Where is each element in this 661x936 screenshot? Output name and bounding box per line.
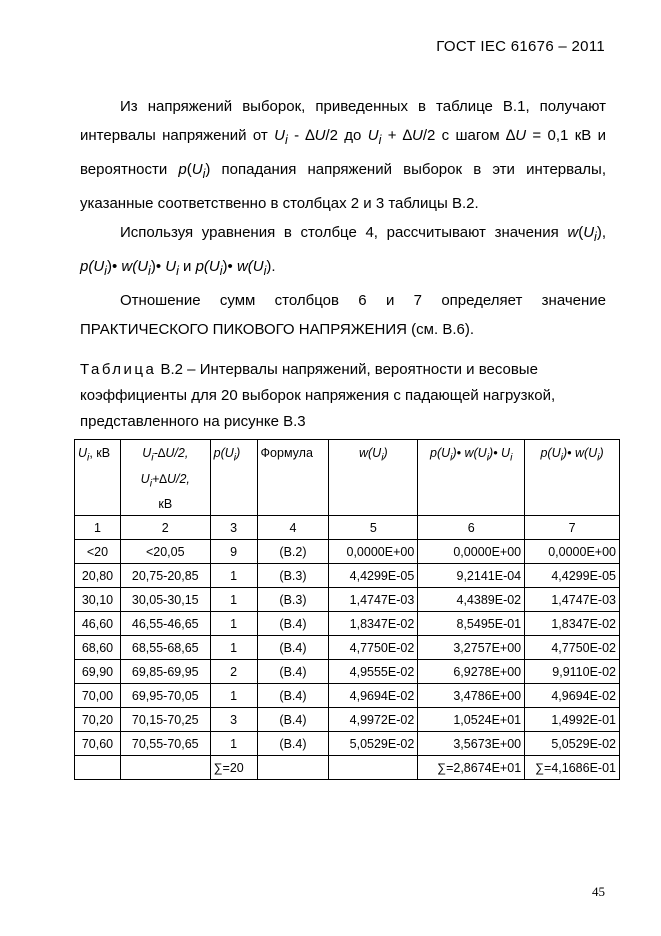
total-pwu: ∑=2,8674E+01 [418, 756, 525, 780]
cell-pw: 4,7750E-02 [525, 636, 620, 660]
cell-interval: 69,95-70,05 [120, 684, 210, 708]
cell-probability: 9 [210, 540, 257, 564]
cell-voltage: 70,60 [75, 732, 121, 756]
cell-formula: (B.4) [257, 612, 329, 636]
cell-formula: (B.4) [257, 684, 329, 708]
cell-voltage: 30,10 [75, 588, 121, 612]
table-row [75, 612, 620, 636]
cell-pw: 4,4299E-05 [525, 564, 620, 588]
paragraph-intervals: Из напряжений выборок, приведенных в таблице В.1, получают интервалы напряжений от $U_i - \Delta U/2$ до $U_i + \Delta U/2$ с шагом ∆U = 0,1 кВ и вероятности $p(U_i)$ попадания напряжений выборок в эти интервалы, указанные соответственно в столбцах 2 и 3 таблицы В.2. [80, 98, 606, 212]
cell-pwu: 3,5673E+00 [418, 732, 525, 756]
column-number: 5 [329, 516, 418, 540]
table-row [75, 732, 620, 756]
cell-formula: (B.4) [257, 732, 329, 756]
cell-weight: 1,8347E-02 [329, 612, 418, 636]
cell-voltage: 70,20 [75, 708, 121, 732]
cell-probability: 1 [210, 684, 257, 708]
cell-pwu: 6,9278E+00 [418, 660, 525, 684]
table-row [75, 660, 620, 684]
paragraph-ratio-line2: ПРАКТИЧЕСКОГО ПИКОВОГО НАПРЯЖЕНИЯ (см. В.6). [80, 321, 474, 338]
cell-pw: 9,9110E-02 [525, 660, 620, 684]
column-number: 4 [257, 516, 329, 540]
body-text [80, 92, 606, 344]
cell-pwu: 0,0000E+00 [418, 540, 525, 564]
cell-pwu: 1,0524E+01 [418, 708, 525, 732]
cell-voltage: 69,90 [75, 660, 121, 684]
cell-empty [75, 756, 121, 780]
cell-pw: 1,4747E-03 [525, 588, 620, 612]
column-number: 1 [75, 516, 121, 540]
table-header-row [75, 440, 620, 516]
cell-probability: 1 [210, 564, 257, 588]
cell-voltage: 70,00 [75, 684, 121, 708]
document-header: ГОСТ IEC 61676 – 2011 [436, 38, 605, 55]
cell-voltage: 68,60 [75, 636, 121, 660]
cell-formula: (B.2) [257, 540, 329, 564]
cell-weight: 1,4747E-03 [329, 588, 418, 612]
column-number-row [75, 516, 620, 540]
cell-interval: 46,55-46,65 [120, 612, 210, 636]
cell-probability: 1 [210, 732, 257, 756]
cell-weight: 4,4299E-05 [329, 564, 418, 588]
cell-voltage: 46,60 [75, 612, 121, 636]
cell-pwu: 4,4389E-02 [418, 588, 525, 612]
paragraph-equations: Используя уравнения в столбце 4, рассчитывают значения $w(U_i)$, $p(U_i)•$ $w(U_i)•$ $U_i$ и $p(U_i)•$ $w(U_i)$. [80, 224, 606, 278]
column-number: 7 [525, 516, 620, 540]
cell-interval: 70,55-70,65 [120, 732, 210, 756]
total-pw: ∑=4,1686E-01 [525, 756, 620, 780]
totals-row [75, 756, 620, 780]
cell-interval: 69,85-69,95 [120, 660, 210, 684]
cell-weight: 0,0000E+00 [329, 540, 418, 564]
table-caption: Таблица В.2 – Интервалы напряжений, вероятности и весовые коэффициенты для 20 выборок напряжения с падающей нагрузкой, представленного на рисунке В.3 [80, 361, 556, 430]
cell-pwu: 8,5495E-01 [418, 612, 525, 636]
cell-probability: 1 [210, 636, 257, 660]
cell-formula: (B.4) [257, 708, 329, 732]
table-row [75, 588, 620, 612]
cell-pwu: 3,4786E+00 [418, 684, 525, 708]
cell-formula: (B.3) [257, 564, 329, 588]
header-probability: $p(U_i)$ [210, 440, 257, 516]
header-weight: $w(U_i)$ [329, 440, 418, 516]
cell-pw: 0,0000E+00 [525, 540, 620, 564]
cell-pwu: 9,2141E-04 [418, 564, 525, 588]
cell-probability: 1 [210, 588, 257, 612]
cell-pw: 1,4992E-01 [525, 708, 620, 732]
cell-interval: 68,55-68,65 [120, 636, 210, 660]
cell-weight: 5,0529E-02 [329, 732, 418, 756]
cell-empty [257, 756, 329, 780]
table-row [75, 684, 620, 708]
cell-pwu: 3,2757E+00 [418, 636, 525, 660]
header-interval: $U_i-\Delta U/2$, $U_i+\Delta U/2$, кВ [120, 440, 210, 516]
cell-weight: 4,7750E-02 [329, 636, 418, 660]
table-row [75, 636, 620, 660]
cell-probability: 3 [210, 708, 257, 732]
header-voltage: $U_i$, кВ [75, 440, 121, 516]
cell-interval: 70,15-70,25 [120, 708, 210, 732]
header-product-pwu: $p(U_i)•$ $w(U_i)•$ $U_i$ [418, 440, 525, 516]
data-table [74, 439, 620, 780]
cell-voltage: <20 [75, 540, 121, 564]
cell-empty [120, 756, 210, 780]
header-product-pw: $p(U_i)•$ $w(U_i)$ [525, 440, 620, 516]
column-number: 2 [120, 516, 210, 540]
column-number: 6 [418, 516, 525, 540]
cell-empty [329, 756, 418, 780]
cell-formula: (B.3) [257, 588, 329, 612]
cell-formula: (B.4) [257, 660, 329, 684]
page-number: 45 [592, 884, 605, 899]
cell-probability: 2 [210, 660, 257, 684]
cell-weight: 4,9694E-02 [329, 684, 418, 708]
table-row [75, 540, 620, 564]
column-number: 3 [210, 516, 257, 540]
cell-pw: 1,8347E-02 [525, 612, 620, 636]
cell-probability: 1 [210, 612, 257, 636]
cell-interval: 30,05-30,15 [120, 588, 210, 612]
header-formula: Формула [257, 440, 329, 516]
cell-weight: 4,9972E-02 [329, 708, 418, 732]
cell-pw: 5,0529E-02 [525, 732, 620, 756]
cell-pw: 4,9694E-02 [525, 684, 620, 708]
cell-interval: 20,75-20,85 [120, 564, 210, 588]
table-row [75, 564, 620, 588]
table-row [75, 708, 620, 732]
paragraph-ratio-line1: Отношение сумм столбцов 6 и 7 определяет значение [120, 292, 606, 309]
cell-weight: 4,9555E-02 [329, 660, 418, 684]
cell-interval: <20,05 [120, 540, 210, 564]
cell-formula: (B.4) [257, 636, 329, 660]
cell-voltage: 20,80 [75, 564, 121, 588]
total-probability: ∑=20 [210, 756, 257, 780]
